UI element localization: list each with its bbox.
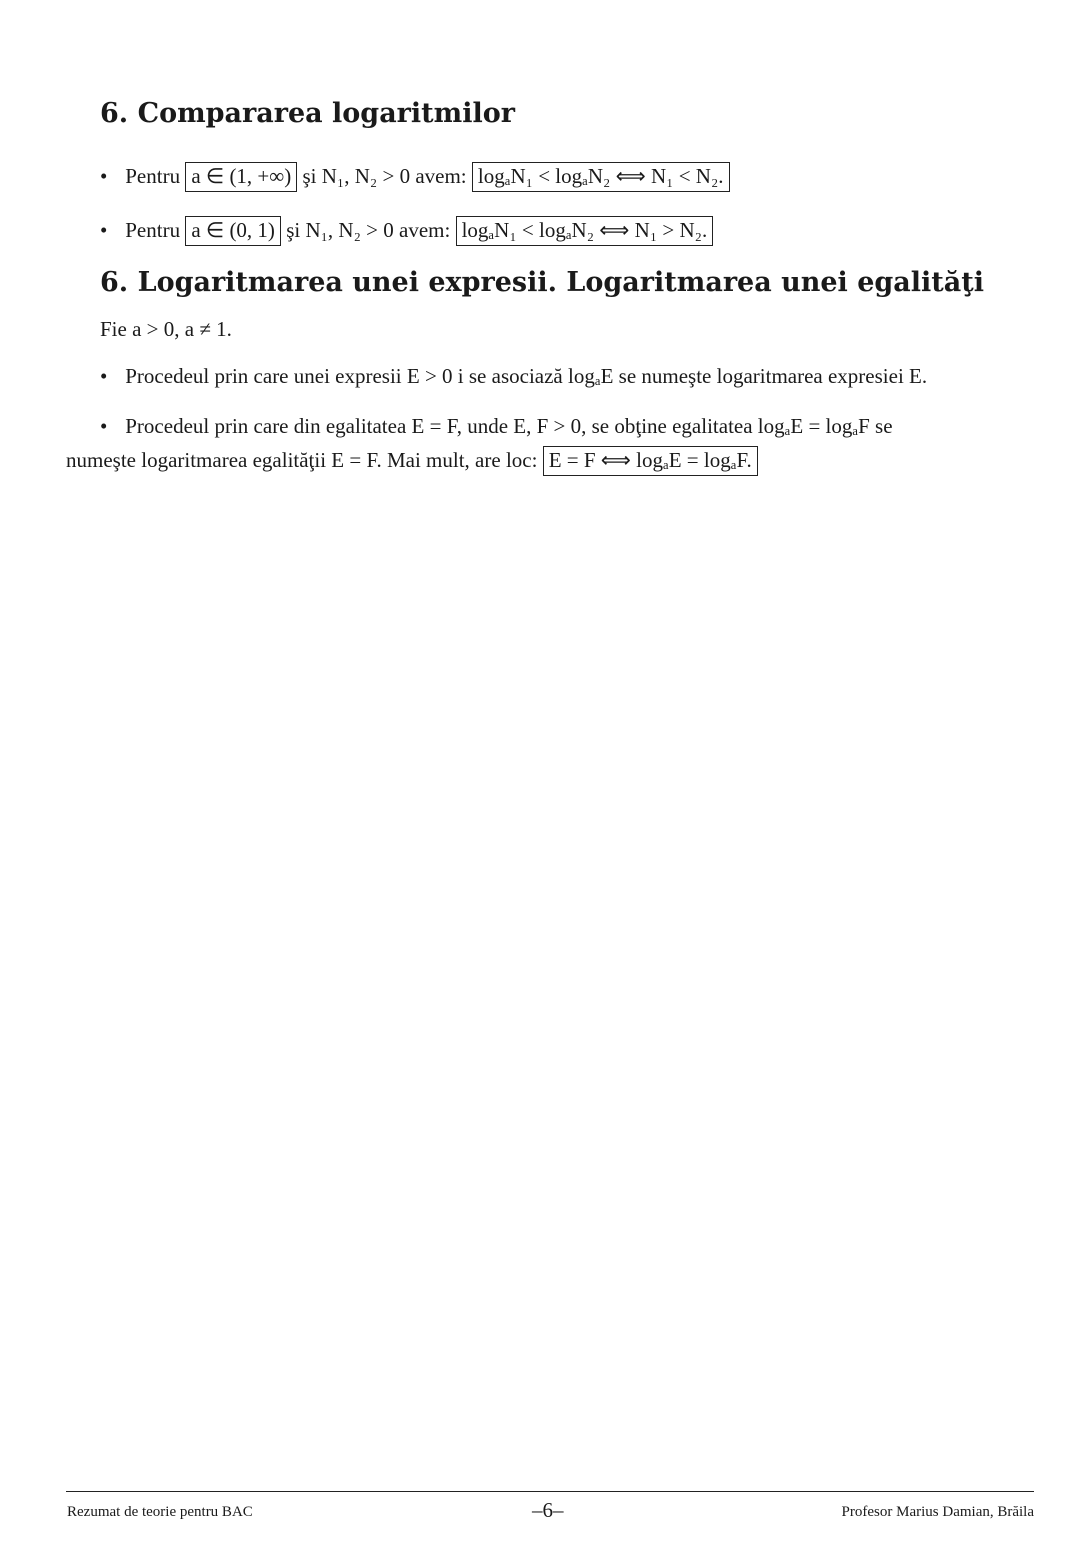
definition-text: Procedeul prin care unei expresii E > 0 i se asociază logₐE se numeşte logaritmarea expresiei E. bbox=[125, 364, 928, 388]
item-middle-text: şi N₁, N₂ > 0 avem: bbox=[286, 218, 451, 242]
comparison-rule-box: logₐN₁ < logₐN₂ ⟺ N₁ > N₂. bbox=[456, 216, 714, 246]
section-heading-comparison: 6. Compararea logaritmilor bbox=[100, 98, 515, 129]
comparison-item-base-between-zero-and-one bbox=[100, 216, 713, 246]
bullet: • bbox=[100, 364, 108, 388]
section-intro: Fie a > 0, a ≠ 1. bbox=[100, 317, 232, 341]
item-middle-text: şi N₁, N₂ > 0 avem: bbox=[302, 164, 467, 188]
footer-left-text: Rezumat de teorie pentru BAC bbox=[67, 1504, 253, 1520]
definition-text: numeşte logaritmarea egalităţii E = F. Mai mult, are loc: bbox=[66, 448, 538, 472]
comparison-rule-box: logₐN₁ < logₐN₂ ⟺ N₁ < N₂. bbox=[472, 162, 730, 192]
footer-rule bbox=[66, 1491, 1034, 1492]
comparison-item-base-greater-than-one bbox=[100, 162, 730, 192]
definition-equality-line2 bbox=[66, 446, 758, 476]
equivalence-box: E = F ⟺ logₐE = logₐF. bbox=[543, 446, 758, 476]
definition-expression bbox=[100, 364, 927, 389]
item-prefix: Pentru bbox=[125, 164, 181, 188]
base-condition-box: a ∈ (1, +∞) bbox=[185, 162, 297, 192]
definition-text: Procedeul prin care din egalitatea E = F, unde E, F > 0, se obţine egalitatea logₐE = logₐF se bbox=[125, 414, 893, 438]
section-heading-logarithmation: 6. Logaritmarea unei expresii. Logaritmarea unei egalităţi bbox=[100, 267, 984, 298]
footer-right-text: Profesor Marius Damian, Brăila bbox=[841, 1504, 1034, 1520]
base-condition-box: a ∈ (0, 1) bbox=[185, 216, 281, 246]
bullet: • bbox=[100, 414, 108, 438]
bullet: • bbox=[100, 218, 108, 242]
page-number: –6– bbox=[532, 1498, 564, 1522]
definition-equality-line1 bbox=[100, 414, 893, 439]
bullet: • bbox=[100, 164, 108, 188]
item-prefix: Pentru bbox=[125, 218, 181, 242]
